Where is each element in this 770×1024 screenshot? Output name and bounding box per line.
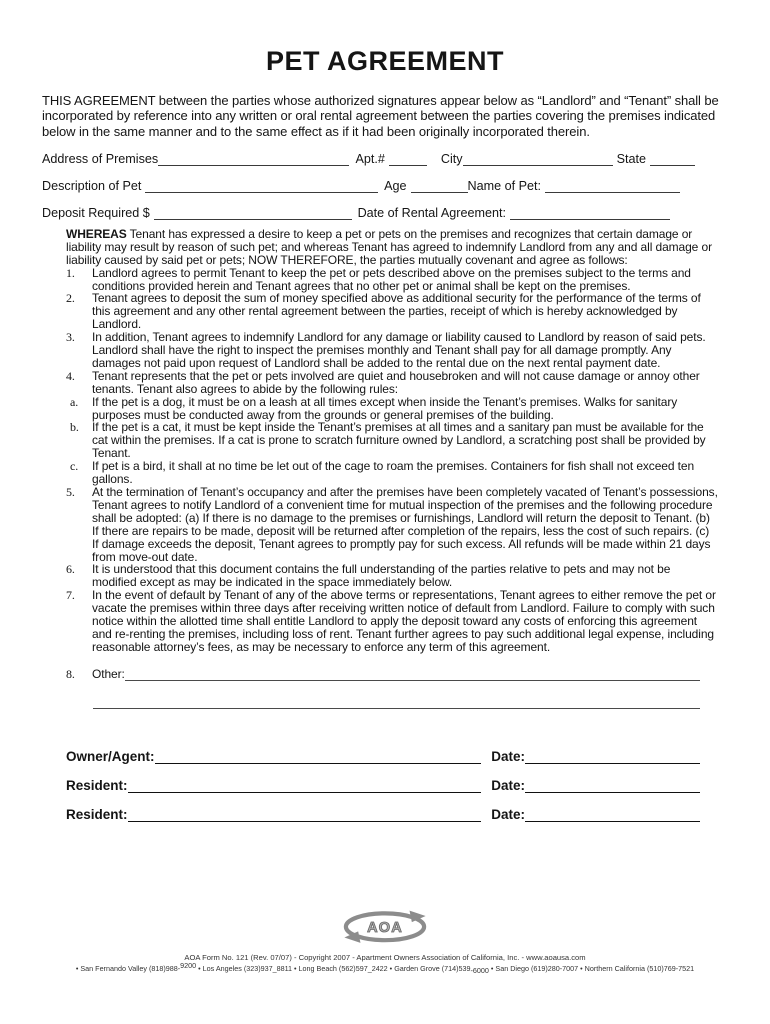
clause-4c-text: If pet is a bird, it shall at no time be let out of the cage to roam the premises. Containers for fish shall not exceed ten gallons.	[92, 459, 695, 487]
clause-2-number: 2.	[66, 291, 75, 306]
clause-4b-text: If the pet is a cat, it must be kept inside the Tenant’s premises at all times and a sanitary pan must be available for the cat within the premises. If a cat is prone to scratch furniture owned by Landlord, a scratching post shall be provided by Tenant.	[92, 420, 706, 461]
address-input-line[interactable]	[158, 151, 349, 166]
premises-row	[42, 148, 695, 166]
description-label: Description of Pet	[42, 178, 142, 193]
footer-form-info: AOA Form No. 121 (Rev. 07/07) - Copyright 2007 - Apartment Owners Association of California, Inc. - www.aoausa.com	[184, 953, 586, 962]
resident-row-2	[66, 804, 700, 822]
clause-4a-letter: a.	[70, 394, 79, 409]
clause-2	[66, 292, 718, 331]
aoa-logo-icon	[339, 906, 431, 946]
rental-date-label: Date of Rental Agreement:	[357, 205, 506, 220]
pet-name-label: Name of Pet:	[467, 178, 541, 193]
clause-2-text: Tenant agrees to deposit the sum of money specified above as additional security for the performance of the terms of this agreement and any other rental agreement between the parties, receipt of which is hereby acknowledged by Landlord.	[92, 291, 701, 332]
age-label: Age	[384, 178, 407, 193]
clause-5	[66, 486, 718, 563]
clause-1-text: Landlord agrees to permit Tenant to keep the pet or pets described above on the premises subject to the terms and conditions provided herein and Tenant agrees that no other pet or animal shall be kept on the premises.	[92, 265, 691, 293]
footer-phone-numbers: • San Fernando Valley (818)988-9200 • Los Angeles (323)937_8811 • Long Beach (562)597_2422 • Garden Grove (714)539-6000 • San Diego (619)280-7007 • Northern California (510)769-7521	[75, 961, 695, 975]
owner-date-line[interactable]	[525, 750, 700, 764]
owner-agent-signature-line[interactable]	[155, 750, 482, 764]
deposit-row	[42, 202, 670, 220]
apt-input-line[interactable]	[389, 151, 427, 166]
clause-8-number: 8.	[66, 666, 75, 681]
clause-6-text: It is understood that this document contains the full understanding of the parties relative to pets and may not be modified except as may be indicated in the space immediately below.	[92, 562, 671, 590]
clause-4c	[66, 460, 718, 486]
clause-4a-text: If the pet is a dog, it must be on a leash at all times except when inside the Tenant’s premises. Walks for sanitary purposes must be conducted away from the grounds or general premises of the building.	[92, 394, 678, 422]
clause-7-number: 7.	[66, 588, 75, 603]
deposit-label: Deposit Required $	[42, 205, 150, 220]
whereas-paragraph	[66, 228, 718, 267]
state-input-line[interactable]	[650, 151, 695, 166]
aoa-logo-text: AOA	[367, 920, 403, 937]
signature-block	[66, 746, 700, 822]
owner-date-label: Date:	[491, 748, 525, 764]
clause-4a	[66, 396, 718, 422]
resident2-label: Resident:	[66, 806, 128, 822]
resident2-date-label: Date:	[491, 806, 525, 822]
pet-description-row	[42, 175, 680, 193]
city-input-line[interactable]	[463, 151, 613, 166]
deposit-input-line[interactable]	[154, 205, 352, 220]
rental-date-input-line[interactable]	[510, 205, 670, 220]
clause-3-number: 3.	[66, 330, 75, 345]
clause-7	[66, 589, 718, 654]
owner-agent-row	[66, 746, 700, 764]
whereas-lead: WHEREAS	[66, 226, 127, 241]
page-title: PET AGREEMENT	[265, 46, 505, 76]
clause-8-other	[66, 667, 718, 681]
clause-6	[66, 563, 718, 589]
address-label: Address of Premises	[42, 151, 159, 166]
clause-4c-letter: c.	[70, 459, 79, 474]
age-input-line[interactable]	[411, 178, 468, 193]
form-fields	[42, 148, 770, 220]
resident2-date-line[interactable]	[525, 808, 700, 822]
city-label: City	[440, 151, 463, 166]
apt-label: Apt.#	[355, 151, 385, 166]
agreement-clauses	[66, 228, 718, 709]
clause-6-number: 6.	[66, 562, 75, 577]
clause-4-text: Tenant represents that the pet or pets involved are quiet and housebroken and will not cause damage or annoy other tenants. Tenant also agrees to abide by the following rules:	[92, 368, 700, 396]
clause-3-text: In addition, Tenant agrees to indemnify Landlord for any damage or liability caused to Landlord by reason of said pets. Landlord shall have the right to inspect the premises monthly and Tenant shall pay for all damage promptly. Any damages not paid upon request of Landlord shall be added to the rental due on the next rental payment date.	[92, 330, 706, 370]
clause-5-number: 5.	[66, 485, 75, 500]
whereas-text: Tenant has expressed a desire to keep a pet or pets on the premises and recognizes that certain damage or liability may result by reason of such pet; and whereas Tenant has agreed to indemnify Landlord from any and all damage or liability caused by said pet or pets; NOW THEREFORE, the parties mutually covenant and agree as follows:	[66, 226, 712, 267]
clause-4b	[66, 421, 718, 460]
pet-name-input-line[interactable]	[545, 178, 680, 193]
clause-1-number: 1.	[66, 265, 75, 280]
resident1-date-line[interactable]	[525, 779, 700, 793]
clause-5-text: At the termination of Tenant’s occupancy and after the premises have been completely vacated of Tenant’s possessions, Tenant agrees to notify Landlord of a convenient time for mutual inspection of the premises and the following procedure shall be adopted: (a) If there is no damage to the premises or furnishings, Landlord will return the deposit to Tenant. (b) If there are repairs to be made, deposit will be returned after completion of the repairs, less the cost of such repairs. (c) If damage exceeds the deposit, Tenant agrees to promptly pay for such excess. All refunds will be made within 21 days from move-out date.	[92, 485, 718, 564]
other-input-line[interactable]	[125, 667, 700, 681]
clause-3	[66, 331, 718, 370]
clause-4-number: 4.	[66, 368, 75, 383]
resident-row-1	[66, 775, 700, 793]
resident1-date-label: Date:	[491, 777, 525, 793]
resident2-signature-line[interactable]	[128, 808, 482, 822]
owner-agent-label: Owner/Agent:	[66, 748, 155, 764]
clause-4	[66, 370, 718, 396]
document-footer	[0, 906, 770, 973]
clause-7-text: In the event of default by Tenant of any of the above terms or representations, Tenant agrees to either remove the pet or vacate the premises within three days after receiving written notice of default from Landlord. Failure to comply with such notice within the allotted time shall entitle Landlord to apply the deposit toward any costs of enforcing this agreement and re-renting the premises, including loss of rent. Tenant further agrees to pay such additional legal expense, including reasonable attorney’s fees, as may be necessary to enforce any term of this agreement.	[92, 588, 716, 654]
clause-4b-letter: b.	[70, 420, 79, 435]
resident1-signature-line[interactable]	[128, 779, 482, 793]
description-input-line[interactable]	[145, 178, 378, 193]
resident1-label: Resident:	[66, 777, 128, 793]
other-continuation-line[interactable]	[93, 708, 700, 709]
clause-1	[66, 267, 718, 293]
state-label: State	[616, 151, 646, 166]
other-label: Other:	[92, 666, 125, 681]
intro-paragraph: THIS AGREEMENT between the parties whose authorized signatures appear below as “Landlord” and “Tenant” shall be incorporated by reference into any written or oral rental agreement between the parties covering the premises indicated below in the same manner and to the same effect as if it had been originally incorporated therein.	[42, 93, 719, 139]
